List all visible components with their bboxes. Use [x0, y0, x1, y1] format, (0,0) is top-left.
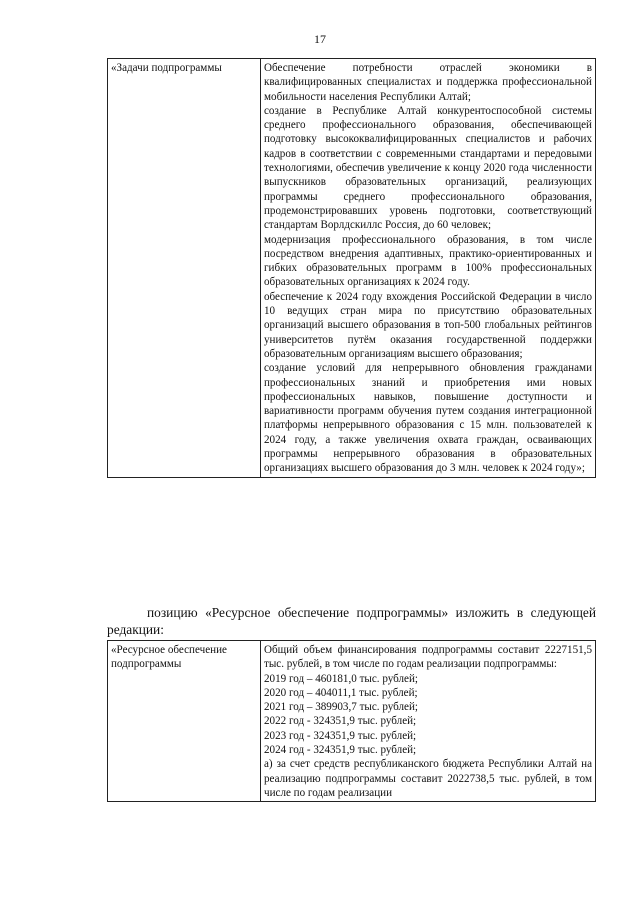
resources-label: «Ресурсное обеспечение подпрограммы — [108, 641, 261, 802]
task-item: создание условий для непрерывного обновления гражданами профессиональных знаний и приобретения ими новых профессиональных навыков, повышение доступности и вариативности программ обучения путем создания интеграционной платформы непрерывного образования с 15 млн. пользователей к 2024 году, а также увеличения охвата граждан, осваивающих программы непрерывного образования в образовательных организациях высшего образования до 3 млн. человек к 2024 году»; — [264, 362, 592, 475]
year-line: 2022 год - 324351,9 тыс. рублей; — [264, 715, 417, 728]
resources-intro: Общий объем финансирования подпрограммы составит 2227151,5 тыс. рублей, в том числе по годам реализации подпрограммы: — [264, 644, 592, 671]
task-item: обеспечение к 2024 году вхождения Российской Федерации в число 10 ведущих стран мира по присутствию образовательных организаций высшего образования в топ-500 глобальных рейтингов университетов путём оказания государственной поддержки образовательным организациям высшего образования; — [264, 290, 592, 360]
year-line: 2024 год - 324351,9 тыс. рублей; — [264, 744, 417, 757]
year-line: 2019 год – 460181,0 тыс. рублей; — [264, 672, 418, 685]
amendment-sentence: позицию «Ресурсное обеспечение подпрограммы» изложить в следующей редакции: — [107, 605, 596, 637]
tasks-content — [261, 59, 596, 478]
task-item: модернизация профессионального образования, в том числе посредством внедрения адаптивных, практико-ориентированных и гибких образовательных программ в 100% профессиональных образовательных организациях к 2024 году. — [264, 233, 592, 289]
task-item: создание в Республике Алтай конкурентоспособной системы среднего профессионального образования, обеспечивающей подготовку высококвалифицированных специалистов и рабочих кадров в соответствии с современными стандартами и передовыми технологиями, обеспечив увеличение к концу 2020 года численности выпускников образовательных организаций, реализующих программы среднего профессионального образования, продемонстрировавших уровень подготовки, соответствующий стандартам Ворлдскиллс Россия, до 60 человек; — [264, 104, 592, 232]
tasks-label: «Задачи подпрограммы — [108, 59, 261, 478]
table-row — [108, 59, 596, 478]
page-number: 17 — [314, 32, 326, 46]
table-row — [108, 641, 596, 802]
resources-content — [261, 641, 596, 802]
year-line: 2020 год – 404011,1 тыс. рублей; — [264, 686, 418, 699]
amendment-text — [107, 604, 596, 638]
year-line: 2023 год - 324351,9 тыс. рублей; — [264, 729, 417, 742]
resources-tail: а) за счет средств республиканского бюджета Республики Алтай на реализацию подпрограммы составит 2022738,5 тыс. рублей, в том числе по годам реализации — [264, 758, 592, 799]
year-line: 2021 год – 389903,7 тыс. рублей; — [264, 701, 418, 714]
tasks-table — [107, 58, 596, 478]
resources-table — [107, 640, 596, 802]
task-item: Обеспечение потребности отраслей экономики в квалифицированных специалистах и поддержка профессиональной мобильности населения Республики Алтай; — [264, 62, 592, 103]
